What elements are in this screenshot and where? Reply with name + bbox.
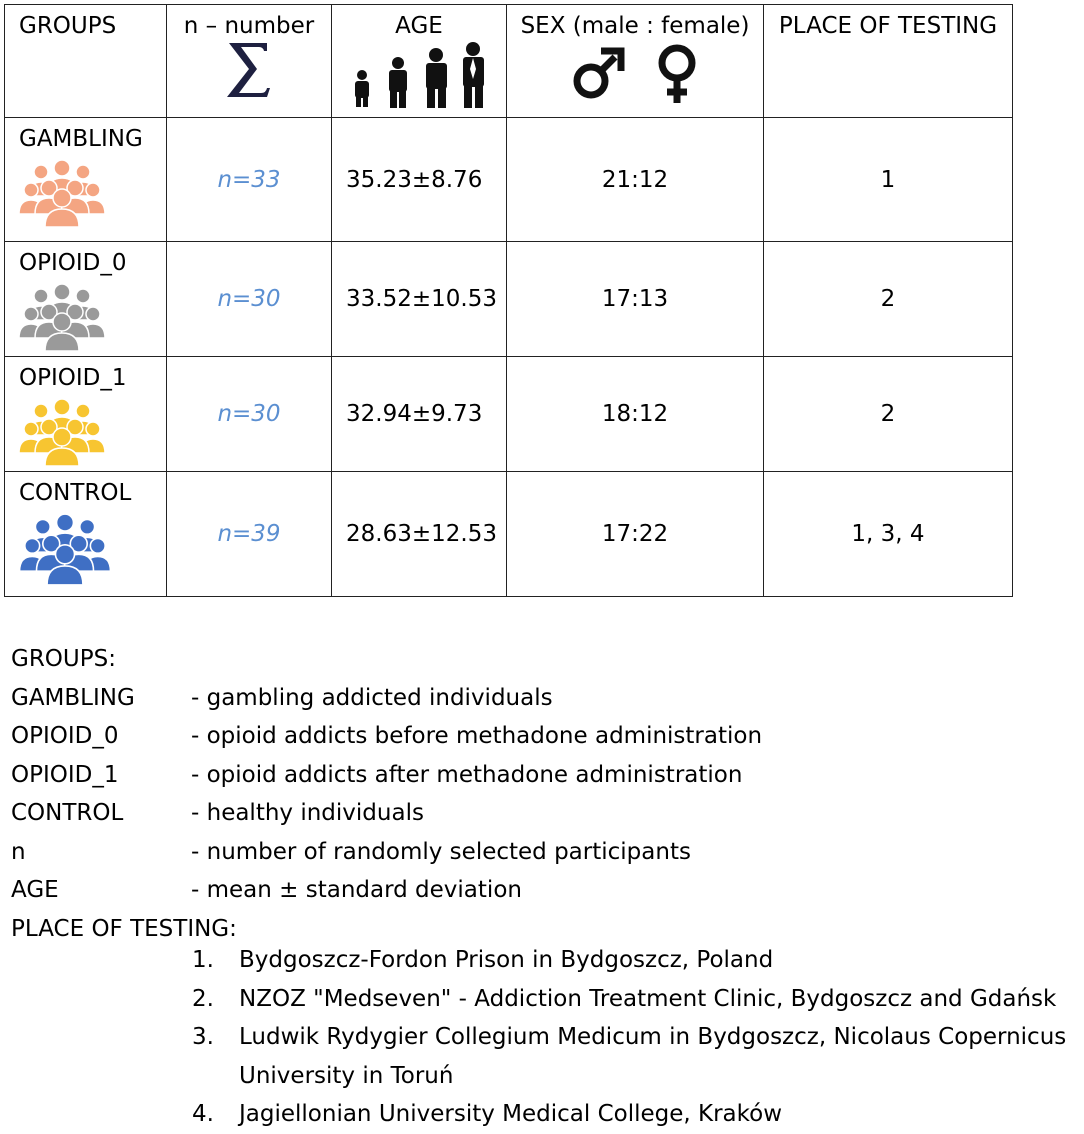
places-list [192,941,1084,1134]
legend-desc: - healthy individuals [191,800,424,826]
n-cell [167,472,332,597]
place-value: 1, 3, 4 [851,521,925,547]
header-groups [5,5,167,118]
group-cell [5,118,167,242]
group-cell [5,357,167,472]
age-cell [332,118,507,242]
sex-value: 17:22 [601,521,669,547]
group-name: GAMBLING [19,126,143,152]
age-cell [332,357,507,472]
group-name: OPIOID_0 [19,250,127,276]
sex-value: 17:13 [601,286,669,312]
header-n [167,5,332,118]
legend-place-title: PLACE OF TESTING: [11,915,237,942]
sigma-icon [167,39,331,99]
sex-value: 18:12 [601,401,669,427]
legend-key: OPIOID_0 [11,723,119,749]
table-row [5,118,1013,242]
sex-cell [507,357,764,472]
sex-value: 21:12 [601,166,669,193]
header-groups-label: GROUPS [19,13,117,39]
people-group-icon [17,158,107,228]
legend-row [11,717,762,756]
group-cell [5,242,167,357]
age-people-icon [332,39,506,109]
n-value: n=39 [217,521,281,547]
legend-desc: - gambling addicted individuals [191,684,553,711]
sex-cell [507,242,764,357]
sex-cell [507,118,764,242]
n-value: n=30 [217,286,281,312]
list-item [192,1018,1084,1095]
list-item [192,980,1084,1019]
n-cell [167,242,332,357]
place-text: Jagiellonian University Medical College, Kraków [239,1101,783,1127]
male-female-icon [507,39,763,109]
legend-desc: - number of randomly selected participants [191,838,691,865]
groups-table [4,4,1013,597]
legend-row [11,833,762,872]
header-place-label: PLACE OF TESTING [778,13,998,39]
age-value: 32.94±9.73 [346,401,483,427]
n-cell [167,357,332,472]
place-text: Ludwik Rydygier Collegium Medicum in Bydgoszcz, Nicolaus Copernicus University in Toruń [239,1024,1067,1089]
place-cell [764,472,1013,597]
age-value: 28.63±12.53 [346,521,497,547]
legend-row [11,679,762,718]
legend-key: OPIOID_1 [11,761,119,788]
legend-desc: - opioid addicts after methadone administration [191,761,743,788]
place-cell [764,357,1013,472]
legend-key: GAMBLING [11,684,135,711]
age-cell [332,242,507,357]
header-sex-label: SEX (male : female) [520,13,750,39]
table-row [5,242,1013,357]
list-item [192,941,1084,980]
group-name: OPIOID_1 [19,365,127,391]
legend-desc: - opioid addicts before methadone administration [191,723,763,749]
legend-groups-title: GROUPS: [11,646,116,672]
place-value: 2 [880,401,896,427]
age-value: 35.23±8.76 [346,166,483,193]
n-cell [167,118,332,242]
legend-key: n [11,838,26,865]
legend-key: AGE [11,877,59,903]
place-cell [764,242,1013,357]
place-value: 2 [880,286,896,312]
list-item [192,1095,1084,1134]
legend [11,640,762,948]
legend-desc: - mean ± standard deviation [191,877,522,903]
people-group-icon [17,282,107,352]
place-text: Bydgoszcz-Fordon Prison in Bydgoszcz, Poland [239,947,774,973]
place-text: NZOZ "Medseven" - Addiction Treatment Clinic, Bydgoszcz and Gdańsk [239,985,1057,1012]
people-group-icon [17,397,107,467]
place-value: 1 [880,166,896,193]
header-age [332,5,507,118]
header-sex [507,5,764,118]
place-number: 3. [192,1024,214,1050]
people-group-icon [17,512,113,586]
age-value: 33.52±10.53 [346,286,497,312]
header-place [764,5,1013,118]
legend-row [11,756,762,795]
place-number: 4. [192,1101,214,1127]
header-age-label: AGE [395,13,443,39]
header-n-label: n – number [183,13,315,39]
table-row [5,472,1013,597]
legend-row [11,871,762,910]
table-row [5,357,1013,472]
n-value: n=33 [217,166,281,193]
place-number: 2. [192,985,214,1012]
group-name: CONTROL [19,480,132,506]
table-header-row [5,5,1013,118]
group-cell [5,472,167,597]
sex-cell [507,472,764,597]
n-value: n=30 [217,401,281,427]
legend-key: CONTROL [11,800,124,826]
place-cell [764,118,1013,242]
age-cell [332,472,507,597]
legend-row [11,794,762,833]
place-number: 1. [192,947,214,973]
